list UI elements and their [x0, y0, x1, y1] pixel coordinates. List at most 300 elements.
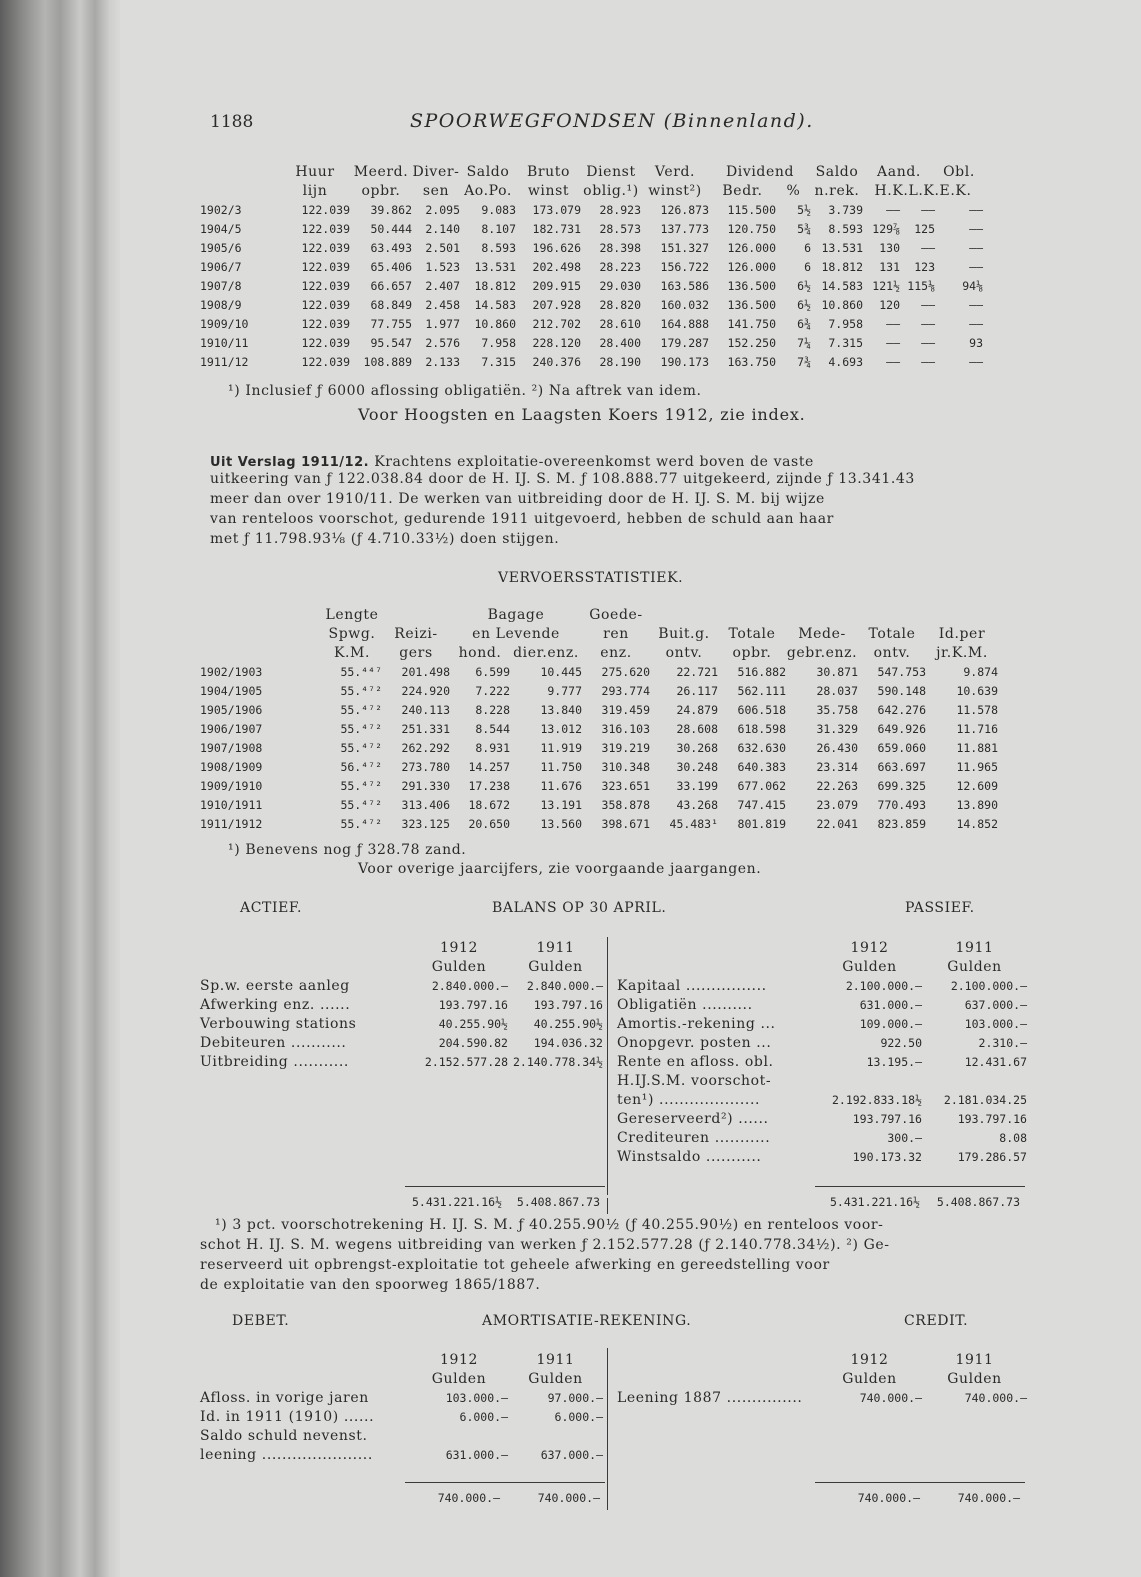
cell-value: 240.113	[401, 702, 450, 717]
cell-value: 22.041	[816, 816, 858, 831]
cell-value: 590.148	[877, 683, 926, 698]
cell-value: 28.398	[599, 240, 641, 255]
cell-value: 642.276	[877, 702, 926, 717]
footnote: schot H. IJ. S. M. wegens uitbreiding van werken ƒ 2.152.577.28 (ƒ 2.140.778.34½). ²) Ge-	[200, 1237, 890, 1253]
row-label: Amortis.-rekening ...	[617, 1015, 776, 1032]
report-line: meer dan over 1910/11. De werken van uitbreiding door de H. IJ. S. M. bij wijze	[210, 491, 825, 507]
total-debit-1911: 740.000.—	[537, 1491, 600, 1505]
cell-value: 28.610	[599, 316, 641, 331]
divider	[607, 1348, 608, 1510]
cell-value: 30.268	[676, 740, 718, 755]
cell-value: 77.755	[370, 316, 412, 331]
cell-value: 2.095	[425, 202, 460, 217]
row-label: Crediteuren ...........	[617, 1129, 771, 1146]
cell-value: 13.012	[540, 721, 582, 736]
cell-value: 10.860	[474, 316, 516, 331]
cell-value: 13.560	[540, 816, 582, 831]
cell-value: 313.406	[401, 797, 450, 812]
cell-value: 156.722	[660, 259, 709, 274]
cell-value: 17.238	[468, 778, 510, 793]
cell-value: 26.117	[676, 683, 718, 698]
table-row	[200, 219, 983, 238]
cell-value: 141.750	[727, 316, 776, 331]
row-label: Afwerking enz. ......	[200, 996, 351, 1013]
cell-value: 8.593	[481, 240, 516, 255]
table-row	[200, 814, 998, 833]
cell-value: 123	[914, 259, 935, 274]
table-row	[200, 295, 983, 314]
cell-value: 29.030	[599, 278, 641, 293]
cell-value: 13.191	[540, 797, 582, 812]
cell-value: 547.753	[877, 664, 926, 679]
cell-value: 740.000.—	[859, 1390, 922, 1405]
total-liabilities-1912: 5.431.221.16½	[829, 1195, 920, 1209]
cell-value: 28.573	[599, 221, 641, 236]
cell-value: ——	[969, 354, 983, 369]
cell-value: 95.547	[370, 335, 412, 350]
row-label: 1904/1905	[200, 683, 263, 698]
cell-value: 11.676	[540, 778, 582, 793]
cell-value: 163.750	[727, 354, 776, 369]
cell-value: 26.430	[816, 740, 858, 755]
table-row	[200, 276, 983, 295]
row-label: Saldo schuld nevenst.	[200, 1427, 368, 1444]
cell-value: 45.483¹	[669, 816, 718, 831]
cell-value: 11.965	[956, 759, 998, 774]
cell-value: ——	[969, 221, 983, 236]
cell-value: 632.630	[737, 740, 786, 755]
table-row	[200, 333, 983, 352]
cell-value: 193.797.16	[852, 1111, 922, 1126]
cell-value: 122.039	[301, 202, 350, 217]
table-row	[617, 1071, 1027, 1090]
table-row	[200, 738, 998, 757]
cell-value: 40.255.90½	[533, 1016, 603, 1031]
report-line: met ƒ 11.798.93⅛ (ƒ 4.710.33½) doen stijgen.	[210, 531, 560, 547]
table-row	[617, 1128, 1027, 1147]
cell-value: 137.773	[660, 221, 709, 236]
cell-value: 224.920	[401, 683, 450, 698]
cell-value: 516.882	[737, 664, 786, 679]
cell-value: 7¾	[797, 354, 811, 369]
row-label: 1909/1910	[200, 778, 263, 793]
cell-value: 2.840.000.—	[431, 978, 508, 993]
cell-value: 56.⁴⁷²	[340, 759, 382, 774]
amort-right-title: CREDIT.	[904, 1313, 969, 1329]
cell-value: 4.693	[828, 354, 863, 369]
report-line: uitkeering van ƒ 122.038.84 door de H. IJ. S. M. ƒ 108.888.77 uitgekeerd, zijnde ƒ 13.341.43	[210, 471, 915, 487]
cell-value: 93	[969, 335, 983, 350]
table-header-row: lijn opbr. sen Ao.Po. winst oblig.¹) winst²) Bedr. % n.rek. H.K.L.K.E.K.	[302, 182, 972, 199]
cell-value: 23.079	[816, 797, 858, 812]
cell-value: 202.498	[532, 259, 581, 274]
total-credit-1911: 740.000.—	[957, 1491, 1020, 1505]
cell-value: 6	[804, 240, 811, 255]
cell-value: ——	[921, 335, 935, 350]
cell-value: 190.173	[660, 354, 709, 369]
table-row	[617, 976, 1027, 995]
divider	[607, 1198, 608, 1214]
cell-value: 11.750	[540, 759, 582, 774]
cell-value: 310.348	[601, 759, 650, 774]
cell-value: 173.079	[532, 202, 581, 217]
cell-value: 18.812	[474, 278, 516, 293]
row-label: 1907/8	[200, 278, 242, 293]
cell-value: 151.327	[660, 240, 709, 255]
cell-value: 109.000.—	[859, 1016, 922, 1031]
table-row	[617, 1109, 1027, 1128]
cell-value: 28.923	[599, 202, 641, 217]
cell-value	[817, 1071, 922, 1090]
cell-value: 11.716	[956, 721, 998, 736]
cell-value: 18.812	[821, 259, 863, 274]
cell-value: 122.039	[301, 354, 350, 369]
cell-value: 126.873	[660, 202, 709, 217]
row-label: 1911/1912	[200, 816, 263, 831]
cell-value: 262.292	[401, 740, 450, 755]
table-row	[200, 995, 603, 1014]
page-title: SPOORWEGFONDSEN (Binnenland).	[410, 110, 814, 132]
report-paragraph: Uit Verslag 1911/12. Krachtens exploitatie-overeenkomst werd boven de vaste	[210, 454, 814, 470]
cell-value: 131	[879, 259, 900, 274]
cell-value: 163.586	[660, 278, 709, 293]
cell-value: 11.919	[540, 740, 582, 755]
row-label: ten¹) ....................	[617, 1091, 761, 1108]
table-header-row: Spwg. Reizi- en Levende ren Buit.g. Totale Mede- Totale Id.per	[328, 625, 986, 642]
table-row	[617, 995, 1027, 1014]
cell-value: 8.931	[475, 740, 510, 755]
cell-value: 122.039	[301, 316, 350, 331]
amort-debit: 1912 1911 Gulden Gulden Afloss. in vorige jaren 103.000.— 97.000.— Id. in 1911 (1910) ...... 6.000.— 6.000.— Saldo schuld nevenst. leening ...................... 631.000.— 637.000.—	[200, 1351, 603, 1463]
cell-value: 801.819	[737, 816, 786, 831]
cell-value: 136.500	[727, 278, 776, 293]
cell-value: 121½	[872, 278, 900, 293]
cell-value: 2.133	[425, 354, 460, 369]
cell-value: 28.400	[599, 335, 641, 350]
table-row	[200, 200, 983, 219]
cell-value: 115.500	[727, 202, 776, 217]
footnote: ¹) 3 pct. voorschotrekening H. IJ. S. M. ƒ 40.255.90½ (ƒ 40.255.90½) en renteloos voor-	[215, 1217, 884, 1233]
cell-value: 28.608	[676, 721, 718, 736]
cell-value: 35.758	[816, 702, 858, 717]
cell-value: 55.⁴⁷²	[340, 721, 382, 736]
row-label: 1911/12	[200, 354, 249, 369]
cell-value: 747.415	[737, 797, 786, 812]
table-row	[200, 681, 998, 700]
cell-value: ——	[921, 316, 935, 331]
cell-value: ——	[886, 202, 900, 217]
cell-value: 55.⁴⁷²	[340, 816, 382, 831]
cell-value: 136.500	[727, 297, 776, 312]
cell-value: 11.881	[956, 740, 998, 755]
table-row	[200, 1388, 603, 1407]
balance-right-title: PASSIEF.	[905, 900, 975, 916]
cell-value: 637.000.—	[540, 1447, 603, 1462]
balance-liabilities: 1912 1911 Gulden Gulden Kapitaal ................ 2.100.000.— 2.100.000.— Obligatiën .......... 631.000.— 637.000.— Amortis.-rekening ... 109.000.— 103.000.— Onopgevr. posten ... 922.50 2.310.— Rente en afloss. obl. 13.195.— 12.431.67 H.IJ.S.M. voorschot- ten¹) .................... 2.192.833.18½ 2.181.034.25 Gereserveerd²) ...... 193.797.16 193.797.16 Crediteuren ........... 300.— 8.08 Winstsaldo ........... 190.173.32 179.286.57	[617, 939, 1027, 1165]
cell-value: 190.173.32	[852, 1149, 922, 1164]
cell-value: 126.000	[727, 240, 776, 255]
cell-value: 6.000.—	[554, 1409, 603, 1424]
cell-value	[508, 1426, 603, 1445]
row-label: 1907/1908	[200, 740, 263, 755]
row-label: 1910/11	[200, 335, 249, 350]
cell-value: 8.08	[999, 1130, 1027, 1145]
table-row	[200, 776, 998, 795]
cell-value: 7.315	[828, 335, 863, 350]
cell-value: 14.583	[474, 297, 516, 312]
row-label: 1902/3	[200, 202, 242, 217]
cell-value: 23.314	[816, 759, 858, 774]
cell-value: 8.544	[475, 721, 510, 736]
cell-value: 120.750	[727, 221, 776, 236]
cell-value: 677.062	[737, 778, 786, 793]
cell-value: 115⅛	[907, 278, 935, 293]
cell-value: 28.820	[599, 297, 641, 312]
cell-value: 129⅞	[872, 221, 900, 236]
cell-value: 6.000.—	[459, 1409, 508, 1424]
total-assets-1912: 5.431.221.16½	[411, 1195, 502, 1209]
cell-value: 300.—	[887, 1130, 922, 1145]
cell-value: 740.000.—	[964, 1390, 1027, 1405]
cell-value: ——	[969, 240, 983, 255]
table-row	[200, 662, 998, 681]
row-label: leening ......................	[200, 1446, 373, 1463]
table-row	[200, 719, 998, 738]
cell-value: 209.915	[532, 278, 581, 293]
table-row	[200, 700, 998, 719]
cell-value: 122.039	[301, 297, 350, 312]
cell-value: 323.125	[401, 816, 450, 831]
cell-value: 152.250	[727, 335, 776, 350]
row-label: Kapitaal ................	[617, 977, 767, 994]
cell-value: 33.199	[676, 778, 718, 793]
row-label: 1909/10	[200, 316, 249, 331]
cell-value: 6	[804, 259, 811, 274]
row-label: Id. in 1911 (1910) ......	[200, 1408, 375, 1425]
row-label: 1905/6	[200, 240, 242, 255]
cell-value: 618.598	[737, 721, 786, 736]
cell-value: 275.620	[601, 664, 650, 679]
table-row	[617, 1033, 1027, 1052]
cell-value: 562.111	[737, 683, 786, 698]
row-label: Afloss. in vorige jaren	[200, 1389, 369, 1406]
cell-value: 63.493	[370, 240, 412, 255]
row-label: 1905/1906	[200, 702, 263, 717]
amort-title: AMORTISATIE-REKENING.	[482, 1313, 692, 1329]
cell-value: 40.255.90½	[438, 1016, 508, 1031]
report-heading: Uit Verslag 1911/12.	[210, 455, 370, 470]
table-row	[200, 352, 983, 371]
cell-value: 68.849	[370, 297, 412, 312]
cell-value: 7.958	[481, 335, 516, 350]
cell-value: ——	[969, 297, 983, 312]
cell-value: 130	[879, 240, 900, 255]
cell-value: 2.181.034.25	[943, 1092, 1027, 1107]
cell-value: 13.531	[821, 240, 863, 255]
row-label: 1908/1909	[200, 759, 263, 774]
cell-value: 2.100.000.—	[845, 978, 922, 993]
cell-value: 10.445	[540, 664, 582, 679]
cell-value: 193.797.16	[957, 1111, 1027, 1126]
table-footnote: ¹) Benevens nog ƒ 328.78 zand.	[228, 842, 467, 858]
cell-value: 22.721	[676, 664, 718, 679]
cell-value: 7.222	[475, 683, 510, 698]
cell-value: 201.498	[401, 664, 450, 679]
cell-value: 663.697	[877, 759, 926, 774]
table-row	[200, 238, 983, 257]
cell-value: 28.223	[599, 259, 641, 274]
cell-value: 9.874	[963, 664, 998, 679]
dividend-table	[200, 162, 983, 371]
cell-value: 6.599	[475, 664, 510, 679]
cell-value: 12.609	[956, 778, 998, 793]
cell-value: 126.000	[727, 259, 776, 274]
cell-value: 2.840.000.—	[526, 978, 603, 993]
cell-value: 6¾	[797, 316, 811, 331]
table-header-row: Lengte Bagage Goede-	[325, 606, 643, 623]
table-header-row: Huur Meerd. Diver- Saldo Bruto Dienst Verd. Dividend Saldo Aand. Obl.	[295, 163, 975, 180]
cell-value: 358.878	[601, 797, 650, 812]
cell-value: 1.523	[425, 259, 460, 274]
cell-value: 160.032	[660, 297, 709, 312]
cell-value: 293.774	[601, 683, 650, 698]
cell-value: 14.852	[956, 816, 998, 831]
cell-value: 11.578	[956, 702, 998, 717]
cell-value: ——	[969, 202, 983, 217]
cell-value: 3.739	[828, 202, 863, 217]
section-title: VERVOERSSTATISTIEK.	[498, 570, 684, 586]
cell-value: 2.100.000.—	[950, 978, 1027, 993]
table-row	[200, 795, 998, 814]
divider	[607, 937, 608, 1195]
cell-value: 922.50	[880, 1035, 922, 1050]
row-label: Leening 1887 ...............	[617, 1389, 803, 1406]
cell-value: 2.140.778.34½	[512, 1054, 603, 1069]
cell-value: 2.140	[425, 221, 460, 236]
cell-value: 2.310.—	[978, 1035, 1027, 1050]
total-debit-1912: 740.000.—	[437, 1491, 500, 1505]
cell-value: 30.871	[816, 664, 858, 679]
cell-value: 606.518	[737, 702, 786, 717]
cell-value: 22.263	[816, 778, 858, 793]
cell-value: 823.859	[877, 816, 926, 831]
row-label: Verbouwing stations	[200, 1015, 357, 1032]
balance-assets: 1912 1911 Gulden Gulden Sp.w. eerste aanleg 2.840.000.— 2.840.000.— Afwerking enz. ...... 193.797.16 193.797.16 Verbouwing stations 40.255.90½ 40.255.90½ Debiteuren ........... 204.590.82 194.036.32 Uitbreiding ........... 2.152.577.28 2.140.778.34½	[200, 939, 603, 1070]
table-row	[200, 1033, 603, 1052]
cell-value: ——	[921, 240, 935, 255]
cell-value: ——	[886, 316, 900, 331]
cell-value: 10.860	[821, 297, 863, 312]
table-header-row: K.M. gers hond. dier.enz. enz. ontv. opbr. gebr.enz. ontv. jr.K.M.	[333, 644, 988, 661]
cell-value: 193.797.16	[533, 997, 603, 1012]
total-rule	[405, 1186, 605, 1187]
cell-value: 6½	[797, 297, 811, 312]
cell-value: 94⅛	[962, 278, 983, 293]
cell-value: 207.928	[532, 297, 581, 312]
row-label: Winstsaldo ...........	[617, 1148, 762, 1165]
cell-value: 182.731	[532, 221, 581, 236]
cell-value: 273.780	[401, 759, 450, 774]
cell-value: 2.458	[425, 297, 460, 312]
cell-value: 291.330	[401, 778, 450, 793]
cell-value: 631.000.—	[445, 1447, 508, 1462]
cell-value: 55.⁴⁷²	[340, 740, 382, 755]
cell-value: 55.⁴⁴⁷	[340, 664, 382, 679]
cell-value: 65.406	[370, 259, 412, 274]
table-row	[200, 1426, 603, 1445]
row-label: Gereserveerd²) ......	[617, 1110, 769, 1127]
cell-value: 631.000.—	[859, 997, 922, 1012]
cell-value: 122.039	[301, 335, 350, 350]
total-rule	[815, 1482, 1025, 1483]
row-label: H.IJ.S.M. voorschot-	[617, 1072, 772, 1089]
row-label: Onopgevr. posten ...	[617, 1034, 772, 1051]
cell-value	[922, 1071, 1027, 1090]
cell-value: 1.977	[425, 316, 460, 331]
cell-value: 13.531	[474, 259, 516, 274]
cell-value: 55.⁴⁷²	[340, 797, 382, 812]
row-label: Debiteuren ...........	[200, 1034, 347, 1051]
cell-value: 179.287	[660, 335, 709, 350]
cell-value: 7.315	[481, 354, 516, 369]
cell-value: 50.444	[370, 221, 412, 236]
cell-value: 2.407	[425, 278, 460, 293]
cell-value: 7.958	[828, 316, 863, 331]
table-row	[200, 1014, 603, 1033]
table-row	[200, 1407, 603, 1426]
row-label: Sp.w. eerste aanleg	[200, 977, 350, 994]
row-label: Rente en afloss. obl.	[617, 1053, 774, 1070]
cell-value: 18.672	[468, 797, 510, 812]
amort-left-title: DEBET.	[232, 1313, 290, 1329]
cell-value: 699.325	[877, 778, 926, 793]
cell-value: 2.152.577.28	[424, 1054, 508, 1069]
cell-value: ——	[969, 316, 983, 331]
index-reference: Voor Hoogsten en Laagsten Koers 1912, zie index.	[358, 405, 806, 424]
cell-value: 164.888	[660, 316, 709, 331]
cell-value: 659.060	[877, 740, 926, 755]
cell-value: 2.576	[425, 335, 460, 350]
cell-value: 9.083	[481, 202, 516, 217]
cell-value: 103.000.—	[964, 1016, 1027, 1031]
balance-title: BALANS OP 30 APRIL.	[492, 900, 667, 916]
cell-value: 55.⁴⁷²	[340, 778, 382, 793]
cell-value: 212.702	[532, 316, 581, 331]
cell-value: ——	[921, 354, 935, 369]
cell-value: ——	[921, 297, 935, 312]
row-label: Uitbreiding ...........	[200, 1053, 349, 1070]
amort-credit: 1912 1911 Gulden Gulden Leening 1887 ............... 740.000.— 740.000.—	[617, 1351, 1027, 1406]
cell-value	[410, 1426, 508, 1445]
table-row	[200, 314, 983, 333]
cell-value: 8.228	[475, 702, 510, 717]
cell-value: 125	[914, 221, 935, 236]
cell-value: 240.376	[532, 354, 581, 369]
cell-value: 179.286.57	[957, 1149, 1027, 1164]
cell-value: 28.190	[599, 354, 641, 369]
row-label: 1906/1907	[200, 721, 263, 736]
total-rule	[815, 1186, 1025, 1187]
cell-value: 28.037	[816, 683, 858, 698]
cell-value: 7¼	[797, 335, 811, 350]
cell-value: 103.000.—	[445, 1390, 508, 1405]
cell-value: 55.⁴⁷²	[340, 683, 382, 698]
cell-value: 323.651	[601, 778, 650, 793]
cell-value: 228.120	[532, 335, 581, 350]
cell-value: 640.383	[737, 759, 786, 774]
row-label: Obligatiën ..........	[617, 996, 753, 1013]
row-label: 1902/1903	[200, 664, 263, 679]
